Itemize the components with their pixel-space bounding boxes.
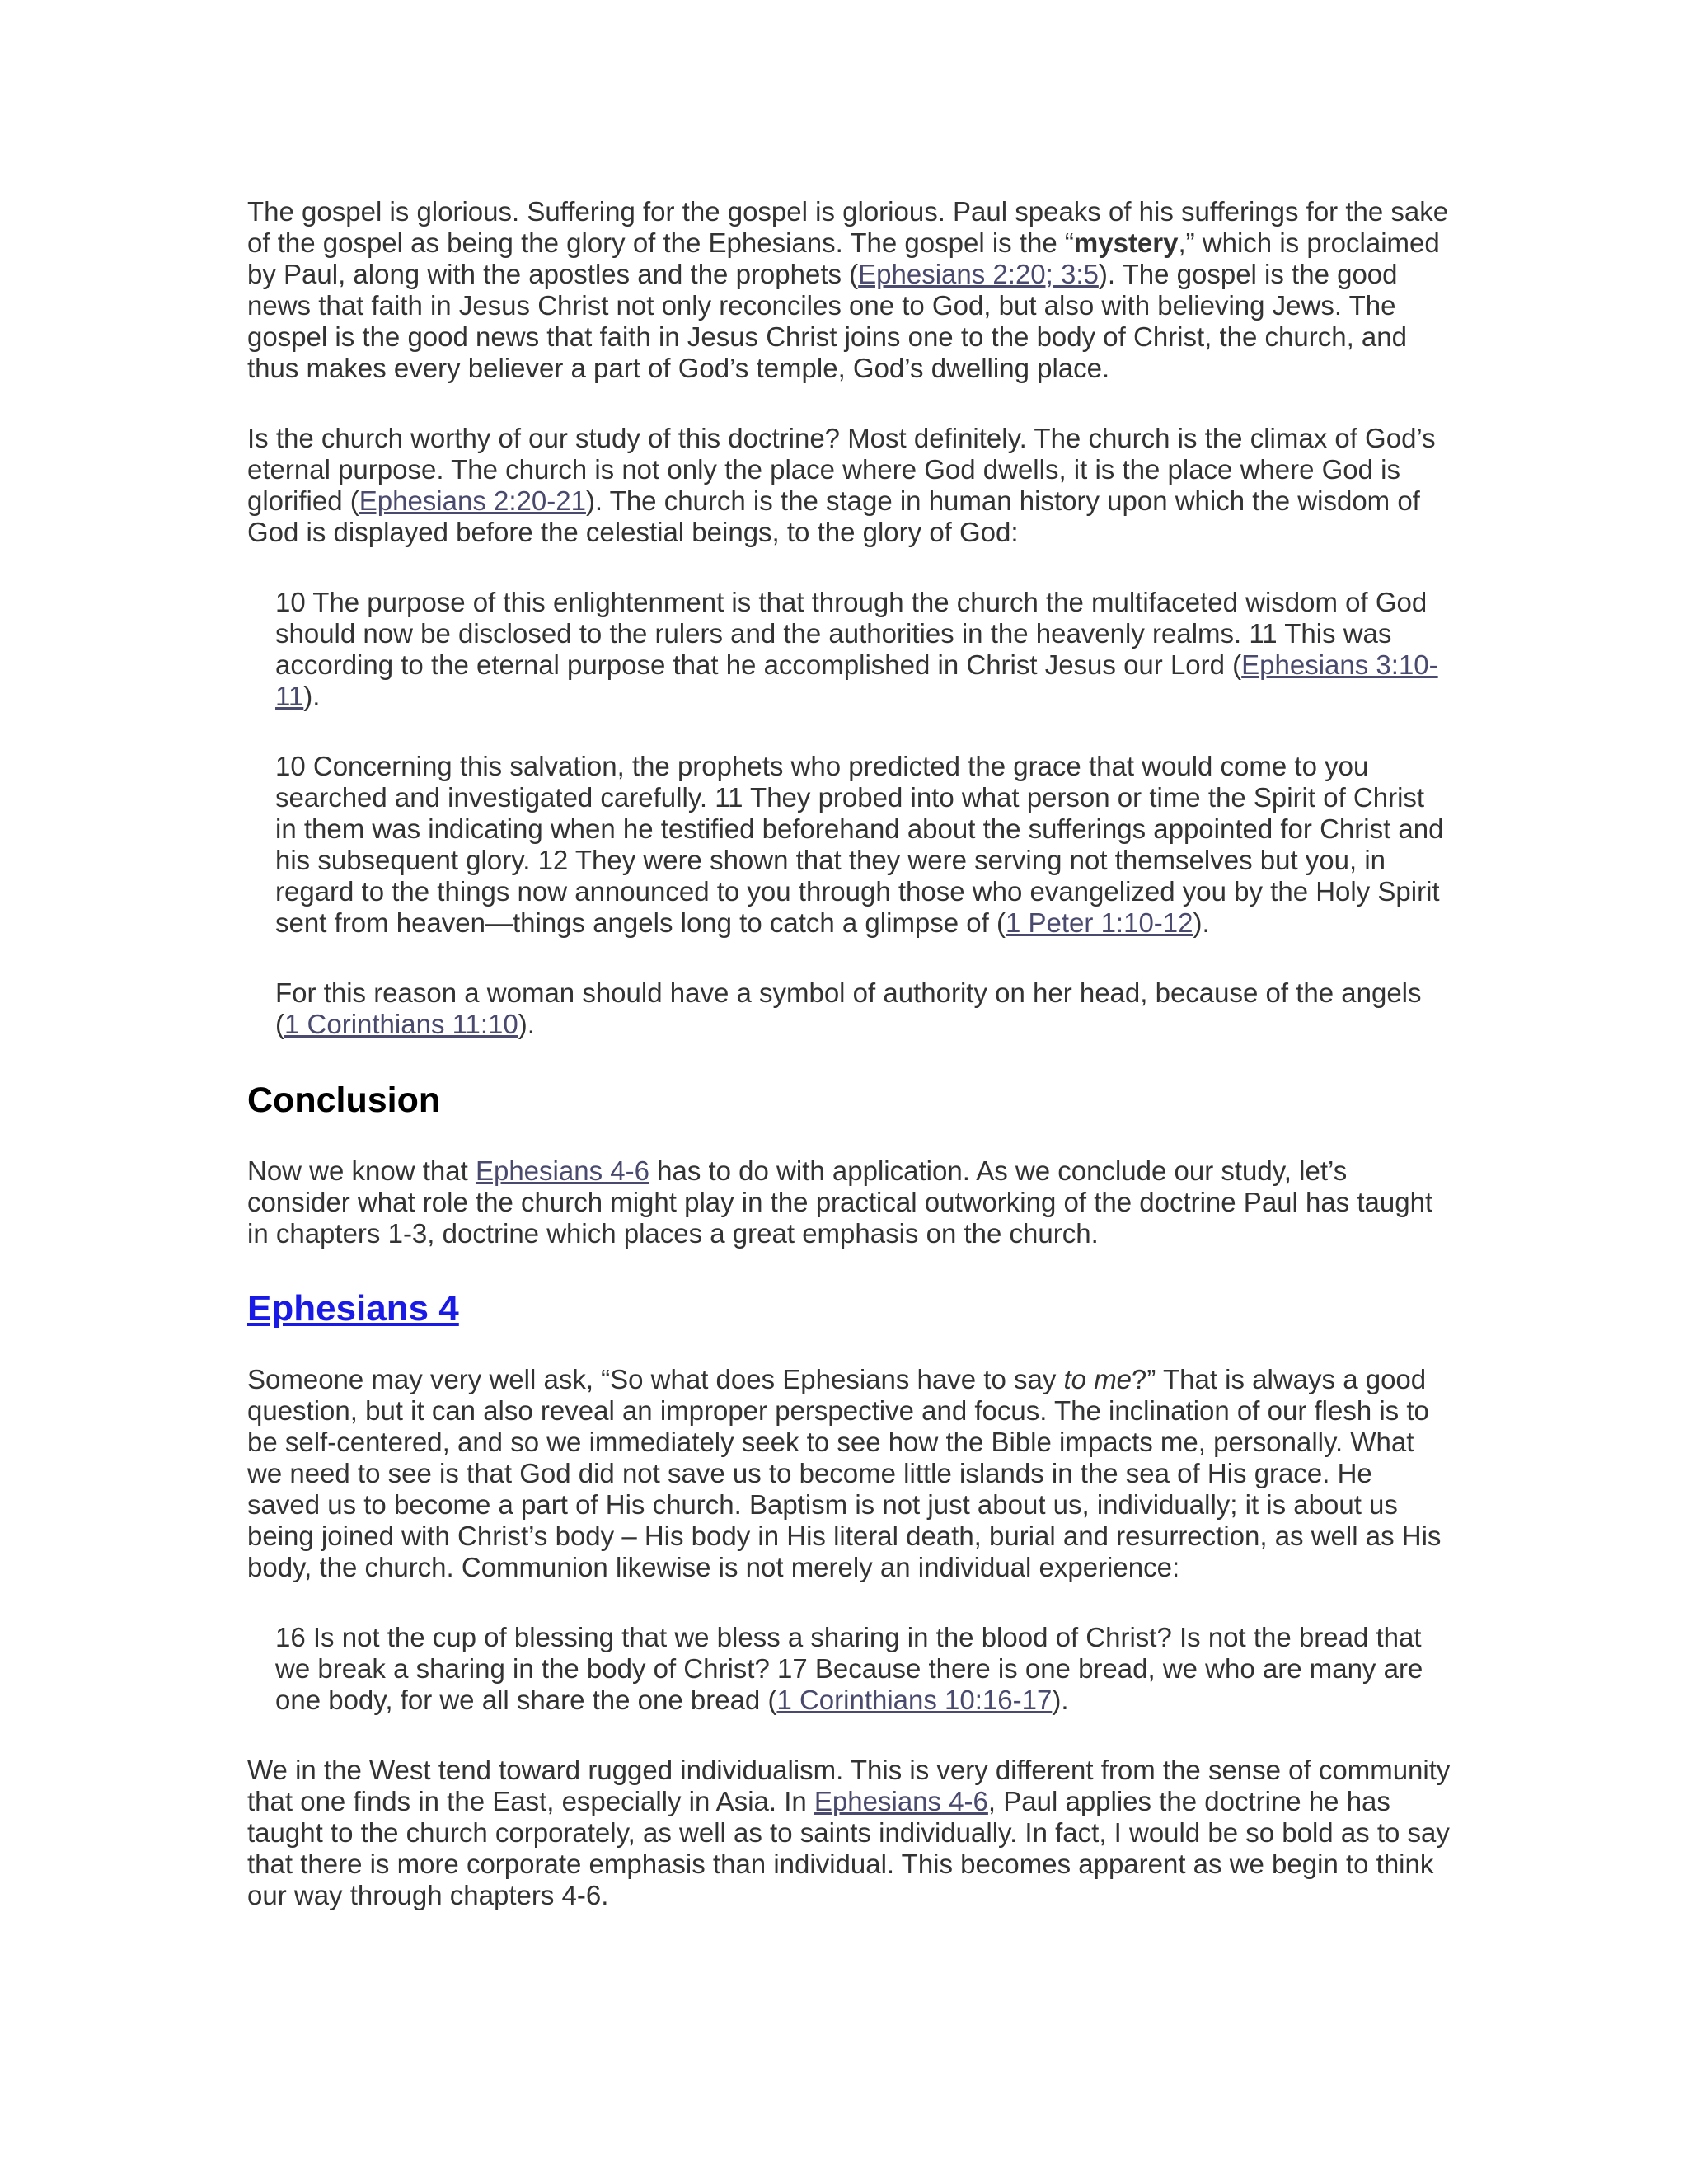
heading-ephesians-4-link[interactable]: Ephesians 4: [247, 1288, 459, 1329]
link-ephesians-3-10-11[interactable]: Ephesians 3:10-11: [275, 649, 1438, 711]
quote-1-corinthians-11: For this reason a woman should have a symbol of authority on her head, because of the angels (1 Corinthians 11:10).: [275, 977, 1422, 1039]
emphasis-mystery: mystery: [1073, 227, 1179, 258]
paragraph-to-me: Someone may very well ask, “So what does Ephesians have to say to me?” That is always a good question, but it can also reveal an improper perspective and focus. The inclination of our flesh is to be self-centered, and so we immediately seek to see how the Bible impacts me, personally. What we need to see is that God did not save us to become little islands in the sea of His grace. He saved us to become a part of His church. Baptism is not just about us, individually; it is about us being joined with Christ’s body – His body in His literal death, burial and resurrection, as well as His body, the church. Communion likewise is not merely an individual experience:: [247, 1364, 1442, 1582]
link-1-corinthians-10-16-17[interactable]: 1 Corinthians 10:16-17: [776, 1685, 1053, 1715]
emphasis-to-me: to me: [1063, 1364, 1132, 1394]
link-ephesians-2-20-3-5[interactable]: Ephesians 2:20; 3:5: [858, 259, 1099, 289]
link-ephesians-4-6-second[interactable]: Ephesians 4-6: [814, 1786, 988, 1816]
heading-ephesians-4: [247, 1288, 1451, 1329]
quote-1-corinthians-10: 16 Is not the cup of blessing that we bless a sharing in the blood of Christ? Is not the bread that we break a sharing in the body of Christ? 17 Because there is one bread, we who are many are one body, for we all share the one bread (1 Corinthians 10:16-17).: [275, 1622, 1423, 1715]
paragraph-gospel-glorious: The gospel is glorious. Suffering for the gospel is glorious. Paul speaks of his sufferings for the sake of the gospel as being the glory of the Ephesians. The gospel is the “mystery,” which is proclaimed by Paul, along with the apostles and the prophets (Ephesians 2:20; 3:5). The gospel is the good news that faith in Jesus Christ not only reconciles one to God, but also with believing Jews. The gospel is the good news that faith in Jesus Christ joins one to the body of Christ, the church, and thus makes every believer a part of God’s temple, God’s dwelling place.: [247, 196, 1449, 383]
document-page: [247, 196, 1451, 1950]
paragraph-application: Now we know that Ephesians 4-6 has to do with application. As we conclude our study, let’s consider what role the church might play in the practical outworking of the doctrine Paul has taught in chapters 1-3, doctrine which places a great emphasis on the church.: [247, 1155, 1433, 1249]
link-1-peter-1-10-12[interactable]: 1 Peter 1:10-12: [1006, 907, 1193, 938]
link-ephesians-4-6[interactable]: Ephesians 4-6: [475, 1155, 649, 1186]
paragraph-church-worthy: Is the church worthy of our study of this doctrine? Most definitely. The church is the climax of God’s eternal purpose. The church is not only the place where God dwells, it is the place where God is glorified (Ephesians 2:20-21). The church is the stage in human history upon which the wisdom of God is displayed before the celestial beings, to the glory of God:: [247, 423, 1436, 547]
paragraph-individualism: We in the West tend toward rugged individualism. This is very different from the sense of community that one finds in the East, especially in Asia. In Ephesians 4-6, Paul applies the doctrine he has taught to the church corporately, as well as to saints individually. In fact, I would be so bold as to say that there is more corporate emphasis than individual. This becomes apparent as we begin to think our way through chapters 4-6.: [247, 1755, 1451, 1910]
quote-ephesians-3: 10 The purpose of this enlightenment is that through the church the multifaceted wisdom of God should now be disclosed to the rulers and the authorities in the heavenly realms. 11 This was according to the eternal purpose that he accomplished in Christ Jesus our Lord (Ephesians 3:10-11).: [275, 587, 1438, 711]
link-ephesians-2-20-21[interactable]: Ephesians 2:20-21: [359, 485, 586, 516]
quote-1-peter: 10 Concerning this salvation, the prophets who predicted the grace that would come to you searched and investigated carefully. 11 They probed into what person or time the Spirit of Christ in them was indicating when he testified beforehand about the sufferings appointed for Christ and his subsequent glory. 12 They were shown that they were serving not themselves but you, in regard to the things now announced to you through those who evangelized you by the Holy Spirit sent from heaven—things angels long to catch a glimpse of (1 Peter 1:10-12).: [275, 751, 1444, 938]
heading-conclusion: Conclusion: [247, 1080, 441, 1120]
link-1-corinthians-11-10[interactable]: 1 Corinthians 11:10: [284, 1009, 518, 1039]
